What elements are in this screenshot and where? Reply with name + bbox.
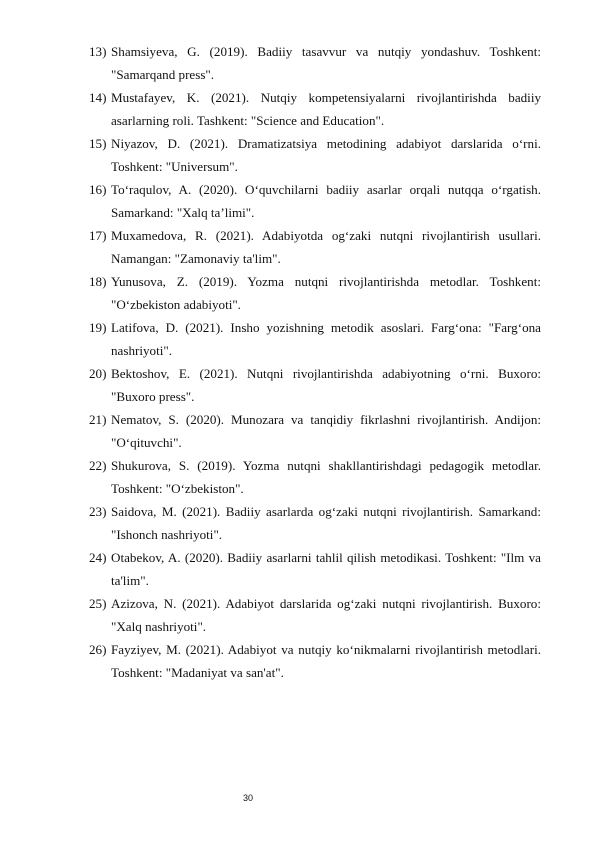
- reference-item: [89, 408, 541, 454]
- reference-text: To‘raqulov, A. (2020). O‘quvchilarni badiiy asarlar orqali nutqqa o‘rgatish. Samarkand: "Xalq ta’limi".: [111, 182, 541, 220]
- reference-number: 16): [89, 182, 107, 197]
- reference-item: [89, 132, 541, 178]
- reference-text: Latifova, D. (2021). Insho yozishning metodik asoslari. Farg‘ona: "Farg‘ona nashriyoti".: [111, 320, 541, 358]
- reference-number: 14): [89, 90, 107, 105]
- reference-text: Otabekov, A. (2020). Badiiy asarlarni tahlil qilish metodikasi. Toshkent: "Ilm va ta'lim".: [111, 550, 541, 588]
- reference-item: [89, 362, 541, 408]
- reference-item: [89, 40, 541, 86]
- reference-number: 18): [89, 274, 107, 289]
- reference-number: 21): [89, 412, 107, 427]
- reference-text: Muxamedova, R. (2021). Adabiyotda og‘zaki nutqni rivojlantirish usullari. Namangan: "Zamonaviy ta'lim".: [111, 228, 541, 266]
- reference-number: 26): [89, 642, 107, 657]
- reference-item: [89, 546, 541, 592]
- reference-item: [89, 638, 541, 684]
- reference-number: 20): [89, 366, 107, 381]
- reference-text: Shamsiyeva, G. (2019). Badiiy tasavvur va nutqiy yondashuv. Toshkent: "Samarqand press".: [111, 44, 541, 82]
- reference-text: Saidova, M. (2021). Badiiy asarlarda og‘zaki nutqni rivojlantirish. Samarkand: "Ishonch nashriyoti".: [111, 504, 541, 542]
- reference-text: Fayziyev, M. (2021). Adabiyot va nutqiy ko‘nikmalarni rivojlantirish metodlari. Toshkent: "Madaniyat va san'at".: [111, 642, 541, 680]
- reference-item: [89, 86, 541, 132]
- reference-text: Nematov, S. (2020). Munozara va tanqidiy fikrlashni rivojlantirish. Andijon: "O‘qituvchi".: [111, 412, 541, 450]
- reference-number: 25): [89, 596, 107, 611]
- reference-number: 22): [89, 458, 107, 473]
- reference-item: [89, 270, 541, 316]
- reference-text: Azizova, N. (2021). Adabiyot darslarida og‘zaki nutqni rivojlantirish. Buxoro: "Xalq nashriyoti".: [111, 596, 541, 634]
- reference-text: Bektoshov, E. (2021). Nutqni rivojlantirishda adabiyotning o‘rni. Buxoro: "Buxoro press".: [111, 366, 541, 404]
- page-number: 30: [242, 793, 253, 803]
- reference-number: 15): [89, 136, 107, 151]
- reference-number: 23): [89, 504, 107, 519]
- reference-item: [89, 454, 541, 500]
- reference-item: [89, 592, 541, 638]
- reference-list: [89, 40, 541, 684]
- reference-item: [89, 178, 541, 224]
- reference-text: Mustafayev, K. (2021). Nutqiy kompetensiyalarni rivojlantirishda badiiy asarlarning roli. Tashkent: "Science and Education".: [111, 90, 541, 128]
- reference-item: [89, 316, 541, 362]
- reference-text: Niyazov, D. (2021). Dramatizatsiya metodining adabiyot darslarida o‘rni. Toshkent: "Universum".: [111, 136, 541, 174]
- reference-item: [89, 224, 541, 270]
- reference-number: 19): [89, 320, 107, 335]
- reference-text: Yunusova, Z. (2019). Yozma nutqni rivojlantirishda metodlar. Toshkent: "O‘zbekiston adabiyoti".: [111, 274, 541, 312]
- reference-number: 13): [89, 44, 107, 59]
- reference-number: 17): [89, 228, 107, 243]
- reference-text: Shukurova, S. (2019). Yozma nutqni shakllantirishdagi pedagogik metodlar. Toshkent: "O‘zbekiston".: [111, 458, 541, 496]
- reference-number: 24): [89, 550, 107, 565]
- reference-item: [89, 500, 541, 546]
